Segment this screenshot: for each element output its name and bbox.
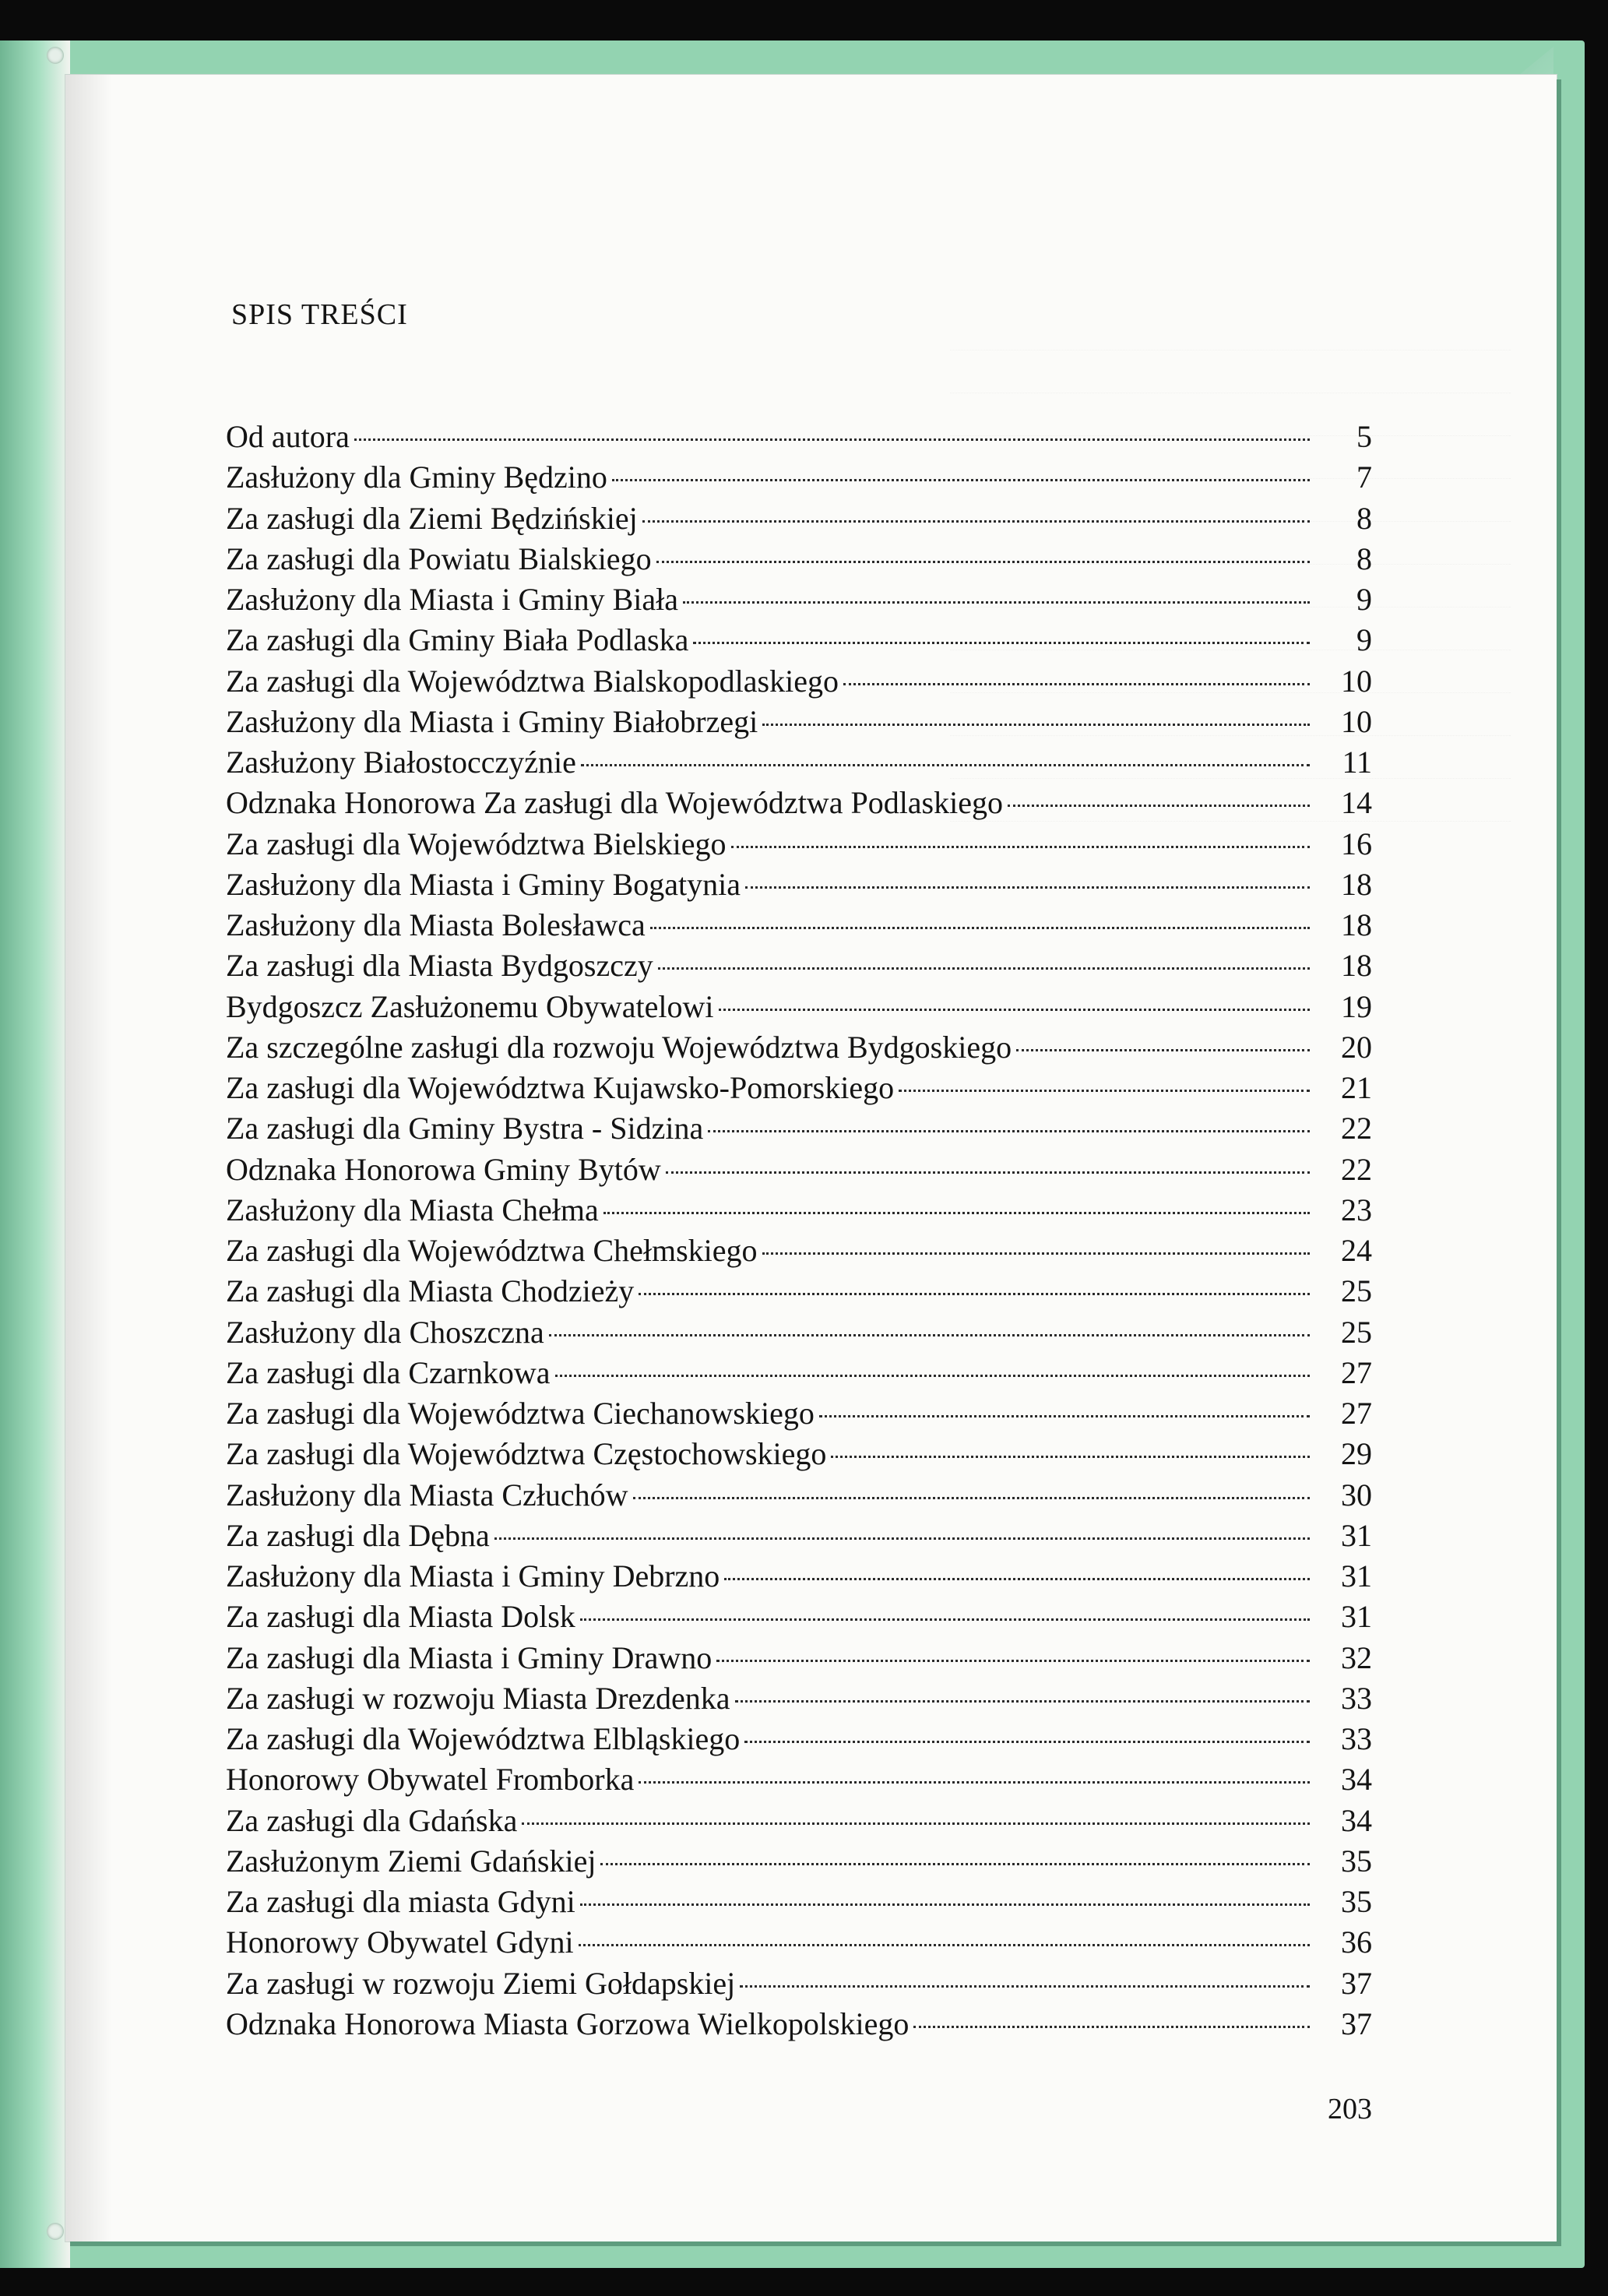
toc-entry [226,947,1372,988]
dot-leader [580,1903,1310,1906]
dot-leader [708,1130,1310,1132]
toc-entry-label: Za zasługi w rozwoju Ziemi Gołdapskiej [226,1965,736,2001]
toc-entry-page: 20 [1341,1029,1372,1065]
dot-leader [549,1334,1310,1336]
toc-entry [226,1558,1372,1598]
toc-entry [226,1720,1372,1761]
dot-leader [633,1497,1310,1499]
toc-entry-page: 34 [1341,1762,1372,1798]
toc-entry-page: 37 [1341,1965,1372,2001]
toc-entry-label: Za zasługi dla Gminy Bystra - Sidzina [226,1111,704,1146]
dot-leader [724,1578,1310,1580]
dot-leader [603,1212,1310,1214]
toc-entry [226,663,1372,703]
dot-leader [745,886,1310,889]
toc-entry-page: 37 [1341,2005,1372,2041]
toc-entry [226,541,1372,581]
toc-entry-page: 7 [1356,460,1372,495]
dot-leader [522,1822,1310,1825]
toc-entry-page: 24 [1341,1233,1372,1268]
toc-entry [226,1354,1372,1395]
toc-entry-page: 18 [1341,907,1372,942]
toc-entry-label: Zasłużony dla Miasta Bolesławca [226,907,646,942]
toc-entry-label: Odznaka Honorowa Za zasługi dla Województwa Podlaskiego [226,785,1003,821]
toc-entry-page: 31 [1341,1599,1372,1635]
binding-mark-icon [47,47,64,64]
dot-leader [581,764,1310,766]
toc-entry-label: Zasłużonym Ziemi Gdańskiej [226,1843,596,1879]
dot-leader [831,1456,1310,1458]
toc-entry [226,703,1372,744]
toc-entry-page: 31 [1341,1558,1372,1593]
toc-entry [226,418,1372,459]
toc-entry-label: Za zasługi dla Województwa Ciechanowskiego [226,1396,815,1431]
toc-entry [226,1639,1372,1680]
toc-entry [226,1680,1372,1720]
dot-leader [731,846,1310,848]
toc-entry [226,1232,1372,1273]
toc-entry [226,622,1372,662]
toc-entry-label: Za zasługi dla Dębna [226,1517,490,1553]
dot-leader [740,1985,1310,1988]
toc-entry [226,1151,1372,1192]
toc-entry-page: 10 [1341,703,1372,739]
dot-leader [658,967,1310,970]
toc-entry-label: Zasłużony dla Choszczna [226,1314,544,1350]
dot-leader [899,1090,1310,1092]
toc-entry-page: 22 [1341,1111,1372,1146]
toc-entry-page: 8 [1356,541,1372,576]
dot-leader [1016,1049,1310,1051]
toc-entry-label: Za zasługi dla Województwa Bialskopodlaskiego [226,663,839,699]
toc-entry-page: 33 [1341,1680,1372,1716]
dot-leader [719,1009,1310,1011]
dot-leader [555,1375,1310,1377]
dot-leader [639,1293,1310,1295]
toc-entry-label: Za zasługi dla Powiatu Bialskiego [226,541,652,576]
toc-entry-page: 19 [1341,988,1372,1024]
toc-entry-label: Za zasługi dla Gminy Biała Podlaska [226,622,689,658]
toc-entry-page: 27 [1341,1354,1372,1390]
toc-entry-label: Za zasługi dla miasta Gdyni [226,1884,575,1919]
toc-entry-page: 18 [1341,866,1372,902]
toc-entry-label: Odznaka Honorowa Miasta Gorzowa Wielkopolskiego [226,2005,910,2041]
toc-entry [226,2005,1372,2046]
dot-leader [579,1944,1310,1946]
toc-entry-page: 30 [1341,1477,1372,1512]
toc-entry [226,1435,1372,1476]
toc-entry-page: 10 [1341,663,1372,699]
toc-entry [226,1924,1372,1964]
toc-entry-label: Za zasługi dla Gdańska [226,1802,518,1838]
toc-entry-label: Za zasługi dla Województwa Chełmskiego [226,1233,758,1268]
dot-leader [494,1537,1310,1540]
toc-entry-page: 29 [1341,1436,1372,1472]
toc-entry-label: Za szczególne zasługi dla rozwoju Województwa Bydgoskiego [226,1029,1012,1065]
toc-entry [226,784,1372,825]
toc-entry [226,1517,1372,1558]
toc-entry [226,744,1372,784]
toc-entry-label: Za zasługi dla Miasta Bydgoszczy [226,948,653,984]
toc-entry-label: Zasłużony dla Miasta i Gminy Bogatynia [226,866,741,902]
dot-leader [913,2026,1310,2028]
toc-entry [226,1395,1372,1435]
book-spine-edge [0,40,70,2268]
dot-leader [580,1618,1310,1621]
toc-entry [226,1192,1372,1232]
toc-entry-page: 5 [1356,419,1372,454]
binding-shadow [65,75,112,2241]
dot-leader [762,724,1310,726]
toc-entry [226,1029,1372,1069]
toc-entry-label: Zasłużony Białostocczyźnie [226,745,576,780]
toc-entry-page: 36 [1341,1924,1372,1960]
toc-entry-label: Za zasługi dla Ziemi Będzińskiej [226,500,638,536]
toc-entry [226,988,1372,1029]
toc-entry [226,1802,1372,1843]
toc-entry-label: Za zasługi w rozwoju Miasta Drezdenka [226,1680,730,1716]
toc-entry-label: Za zasługi dla Miasta Chodzieży [226,1273,635,1309]
dot-leader [639,1781,1310,1784]
toc-entry-page: 21 [1341,1070,1372,1105]
dot-leader [656,561,1310,563]
dot-leader [819,1415,1310,1417]
toc-entry-label: Za zasługi dla Województwa Bielskiego [226,826,727,861]
toc-entry-page: 31 [1341,1517,1372,1553]
toc-entry [226,500,1372,541]
toc-entry-label: Za zasługi dla Województwa Kujawsko-Pomorskiego [226,1070,895,1105]
toc-entry-page: 35 [1341,1843,1372,1879]
page-number: 203 [1328,2093,1372,2125]
dot-leader [716,1660,1310,1662]
toc-entry-label: Zasłużony dla Miasta Chełma [226,1192,599,1227]
toc-entry-page: 8 [1356,500,1372,536]
toc-entry [226,866,1372,907]
toc-entry-page: 9 [1356,622,1372,658]
toc-entry-page: 16 [1341,826,1372,861]
toc-entry [226,1069,1372,1110]
dot-leader [1008,805,1310,807]
toc-entry [226,1110,1372,1150]
toc-entry-label: Odznaka Honorowa Gminy Bytów [226,1151,661,1187]
toc-entry [226,826,1372,866]
scan-border-top [0,0,1608,40]
toc-entry-page: 22 [1341,1151,1372,1187]
toc-entry-label: Honorowy Obywatel Gdyni [226,1924,574,1960]
toc-entry-page: 35 [1341,1884,1372,1919]
toc-entry-label: Zasłużony dla Miasta i Gminy Białobrzegi [226,703,758,739]
dot-leader [693,642,1310,644]
toc-entry-page: 23 [1341,1192,1372,1227]
dot-leader [612,479,1310,481]
toc-entry-page: 32 [1341,1639,1372,1675]
toc-entry-label: Zasłużony dla Gminy Będzino [226,460,607,495]
dot-leader [650,927,1310,929]
toc-heading: SPIS TREŚCI [231,298,408,331]
scan-border-right [1585,0,1608,2296]
toc-entry-label: Za zasługi dla Miasta Dolsk [226,1599,575,1635]
toc-entry [226,459,1372,499]
toc-entry [226,1273,1372,1313]
toc-entry [226,1843,1372,1883]
dot-leader [642,520,1310,523]
dot-leader [762,1252,1310,1255]
toc-entry-label: Za zasługi dla Województwa Elbląskiego [226,1721,741,1756]
dot-leader [735,1700,1310,1703]
dot-leader [600,1863,1310,1865]
toc-entry-label: Zasłużony dla Miasta i Gminy Biała [226,582,678,617]
toc-entry-page: 27 [1341,1396,1372,1431]
toc-entry-label: Zasłużony dla Miasta i Gminy Debrzno [226,1558,720,1593]
toc-entry [226,581,1372,622]
toc-entry-label: Za zasługi dla Województwa Częstochowskiego [226,1436,827,1472]
dot-leader [683,601,1310,604]
toc-entry-page: 18 [1341,948,1372,984]
toc-entry-page: 11 [1342,745,1372,780]
toc-entry [226,907,1372,947]
dot-leader [744,1741,1310,1743]
toc-entry [226,1314,1372,1354]
dot-leader [354,438,1310,441]
toc-entry-label: Honorowy Obywatel Fromborka [226,1762,635,1798]
toc-entry [226,1477,1372,1517]
scan-border-bottom [0,2268,1608,2296]
dot-leader [843,683,1310,685]
toc-entry [226,1761,1372,1801]
toc-entry-page: 9 [1356,582,1372,617]
toc-entry-page: 33 [1341,1721,1372,1756]
dot-leader [666,1171,1310,1174]
toc-entry-label: Zasłużony dla Miasta Człuchów [226,1477,628,1512]
toc-entry-label: Od autora [226,419,350,454]
toc-entry-page: 25 [1341,1273,1372,1309]
toc-entry-page: 14 [1341,785,1372,821]
toc-entry [226,1598,1372,1639]
toc-entry [226,1883,1372,1924]
binding-mark-icon [47,2223,64,2240]
toc-entry-label: Za zasługi dla Miasta i Gminy Drawno [226,1639,713,1675]
toc-entry-page: 25 [1341,1314,1372,1350]
toc-entry-page: 34 [1341,1802,1372,1838]
table-of-contents [226,418,1372,2046]
toc-entry-label: Za zasługi dla Czarnkowa [226,1354,551,1390]
toc-entry [226,1965,1372,2005]
toc-entry-label: Bydgoszcz Zasłużonemu Obywatelowi [226,988,714,1024]
